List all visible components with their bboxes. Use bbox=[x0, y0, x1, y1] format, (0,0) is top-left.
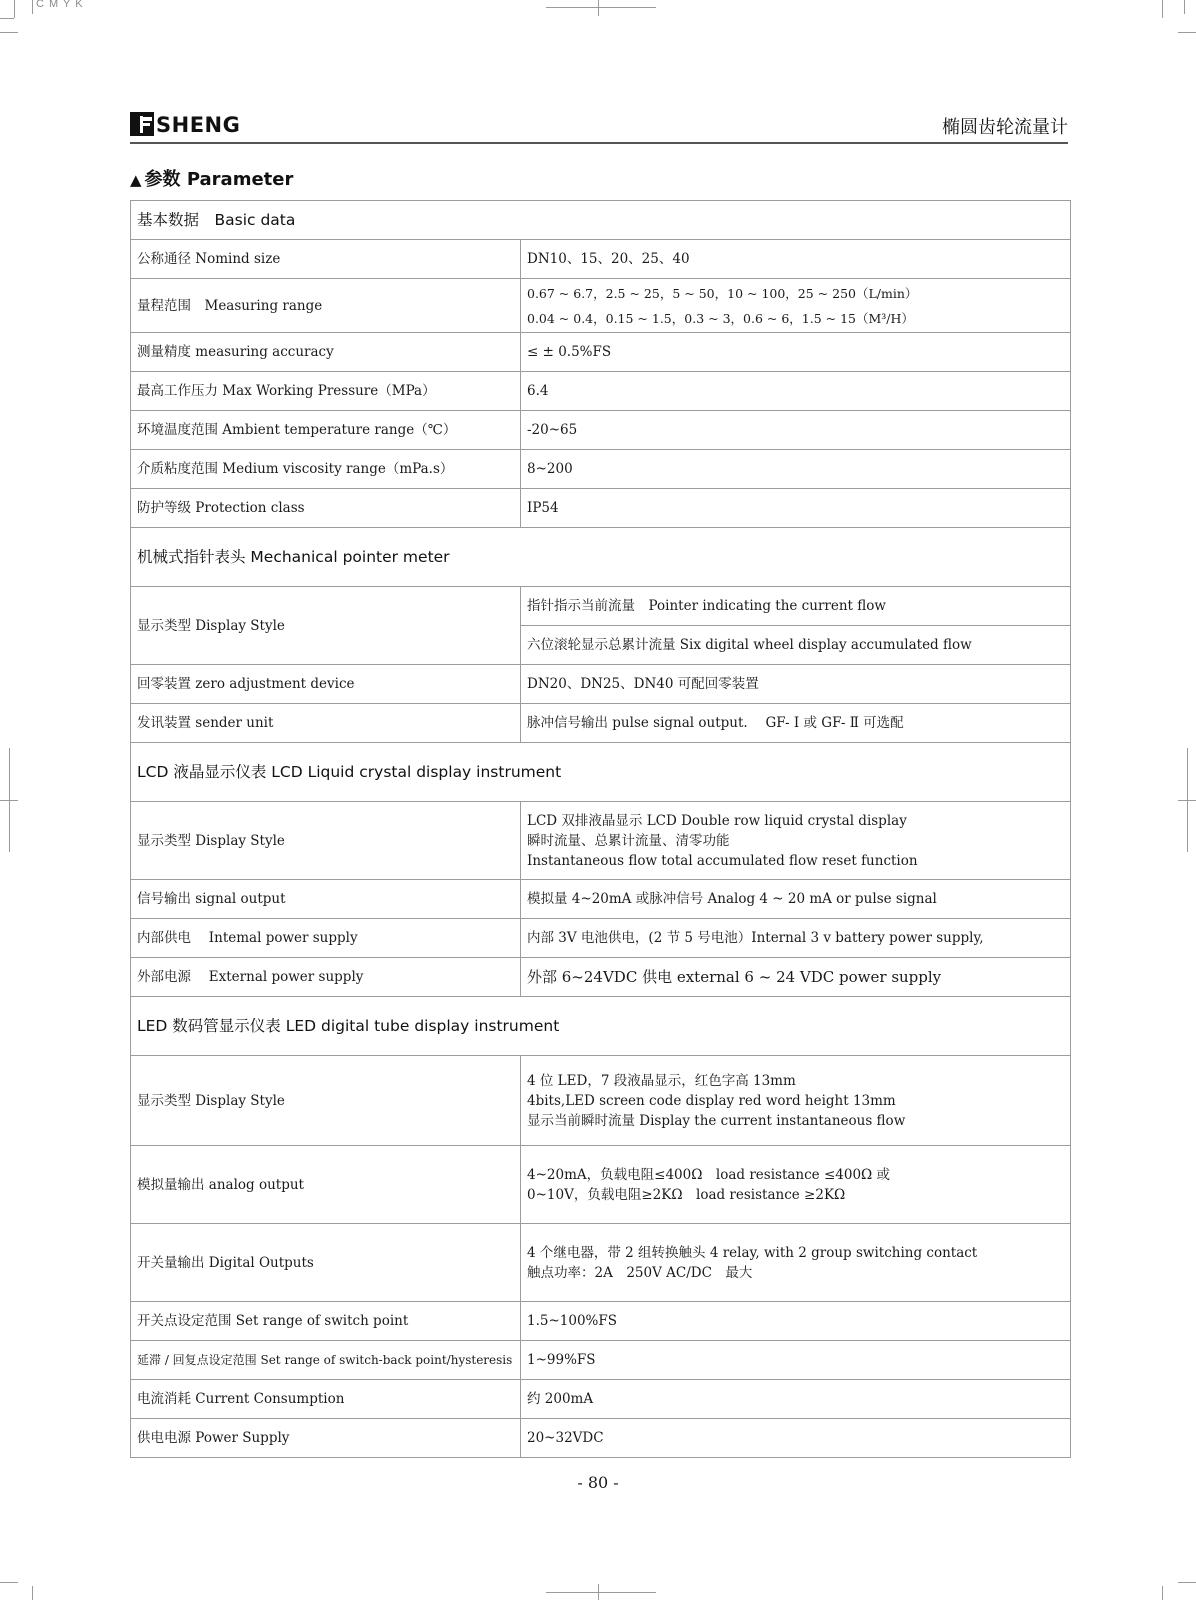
value-line: 显示当前瞬时流量 Display the current instantaneous flow bbox=[527, 1112, 906, 1129]
table-row bbox=[131, 372, 1071, 411]
crop-mark bbox=[14, 0, 15, 18]
parameter-table bbox=[130, 200, 1071, 1458]
table-row bbox=[131, 1056, 1071, 1146]
value-line: 4~20mA，负载电阻≤400Ω load resistance ≤400Ω 或 bbox=[527, 1166, 891, 1183]
table-row bbox=[131, 411, 1071, 450]
row-value: ≤ ± 0.5%FS bbox=[521, 333, 1071, 372]
row-value: DN10、15、20、25、40 bbox=[521, 240, 1071, 279]
row-value bbox=[521, 279, 1071, 333]
row-label: 内部供电 Intemal power supply bbox=[131, 919, 521, 958]
triangle-bullet-icon: ▲ bbox=[130, 171, 142, 189]
crop-mark bbox=[9, 748, 10, 852]
table-row bbox=[131, 1146, 1071, 1224]
table-row bbox=[131, 587, 1071, 626]
table-row bbox=[131, 1341, 1071, 1380]
table-row bbox=[131, 240, 1071, 279]
row-label: 量程范围 Measuring range bbox=[131, 279, 521, 333]
section-title-text: 参数 Parameter bbox=[144, 169, 294, 190]
group-mechanical-pointer-meter: 机械式指针表头 Mechanical pointer meter bbox=[131, 528, 1071, 587]
group-header-row bbox=[131, 528, 1071, 587]
row-value bbox=[521, 802, 1071, 880]
row-value: -20~65 bbox=[521, 411, 1071, 450]
row-label: 开关量输出 Digital Outputs bbox=[131, 1224, 521, 1302]
logo-f-icon bbox=[130, 112, 154, 136]
row-value: DN20、DN25、DN40 可配回零装置 bbox=[521, 665, 1071, 704]
row-value: IP54 bbox=[521, 489, 1071, 528]
logo-text: SHENG bbox=[156, 113, 241, 137]
table-row bbox=[131, 1302, 1071, 1341]
row-value: 8~200 bbox=[521, 450, 1071, 489]
row-label: 防护等级 Protection class bbox=[131, 489, 521, 528]
row-label: 电流消耗 Current Consumption bbox=[131, 1380, 521, 1419]
crop-mark bbox=[1162, 0, 1163, 18]
page-header bbox=[130, 110, 1068, 144]
row-value: 外部 6~24VDC 供电 external 6 ~ 24 VDC power supply bbox=[521, 958, 1071, 997]
table-row bbox=[131, 704, 1071, 743]
value-line: 触点功率：2A 250V AC/DC 最大 bbox=[527, 1264, 753, 1281]
row-label: 测量精度 measuring accuracy bbox=[131, 333, 521, 372]
value-line: 瞬时流量、总累计流量、清零功能 bbox=[527, 832, 730, 849]
table-row bbox=[131, 665, 1071, 704]
crop-mark bbox=[1187, 748, 1188, 852]
group-header-row bbox=[131, 743, 1071, 802]
crop-mark bbox=[546, 1592, 656, 1593]
row-label: 供电电源 Power Supply bbox=[131, 1419, 521, 1458]
crop-mark bbox=[598, 1584, 599, 1600]
value-line: 4bits,LED screen code display red word height 13mm bbox=[527, 1092, 896, 1109]
value-line: 4 位 LED，7 段液晶显示，红色字高 13mm bbox=[527, 1072, 796, 1089]
group-led-tube-display-instrument: LED 数码管显示仪表 LED digital tube display instrument bbox=[131, 997, 1071, 1056]
group-header-row bbox=[131, 997, 1071, 1056]
crop-mark bbox=[0, 32, 18, 33]
table-row bbox=[131, 919, 1071, 958]
table-row bbox=[131, 1224, 1071, 1302]
table-row bbox=[131, 958, 1071, 997]
row-label: 公称通径 Nomind size bbox=[131, 240, 521, 279]
row-label: 回零装置 zero adjustment device bbox=[131, 665, 521, 704]
row-label: 模拟量输出 analog output bbox=[131, 1146, 521, 1224]
row-value: 内部 3V 电池供电，(2 节 5 号电池）Internal 3 v battery power supply, bbox=[521, 919, 1071, 958]
row-label: 环境温度范围 Ambient temperature range（℃） bbox=[131, 411, 521, 450]
table-row bbox=[131, 1380, 1071, 1419]
table-row bbox=[131, 333, 1071, 372]
group-basic-data: 基本数据 Basic data bbox=[131, 201, 1071, 240]
row-value: 六位滚轮显示总累计流量 Six digital wheel display accumulated flow bbox=[521, 626, 1071, 665]
row-value: 1.5~100%FS bbox=[521, 1302, 1071, 1341]
row-label: 显示类型 Display Style bbox=[131, 802, 521, 880]
row-value: 脉冲信号输出 pulse signal output. GF- Ⅰ 或 GF- Ⅱ 可选配 bbox=[521, 704, 1071, 743]
value-line: Instantaneous flow total accumulated flow reset function bbox=[527, 852, 918, 869]
crop-mark bbox=[1178, 32, 1196, 33]
group-lcd-display-instrument: LCD 液晶显示仪表 LCD Liquid crystal display instrument bbox=[131, 743, 1071, 802]
table-row bbox=[131, 802, 1071, 880]
value-line: 0.67 ~ 6.7，2.5 ~ 25，5 ~ 50，10 ~ 100，25 ~ 250（L/min） bbox=[527, 285, 918, 301]
row-value: 指针指示当前流量 Pointer indicating the current flow bbox=[521, 587, 1071, 626]
crop-mark bbox=[32, 0, 33, 14]
section-title bbox=[130, 165, 293, 191]
table-row bbox=[131, 1419, 1071, 1458]
row-label: 外部电源 External power supply bbox=[131, 958, 521, 997]
document-title: 椭圆齿轮流量计 bbox=[942, 117, 1068, 138]
page-number: - 80 - bbox=[577, 1473, 619, 1492]
row-value: 6.4 bbox=[521, 372, 1071, 411]
crop-mark bbox=[0, 18, 14, 19]
row-label: 介质粘度范围 Medium viscosity range（mPa.s） bbox=[131, 450, 521, 489]
row-value bbox=[521, 1224, 1071, 1302]
value-line: LCD 双排液晶显示 LCD Double row liquid crystal display bbox=[527, 812, 907, 829]
table-row bbox=[131, 489, 1071, 528]
crop-mark bbox=[1184, 0, 1185, 14]
crop-mark bbox=[1162, 1586, 1163, 1600]
row-label: 显示类型 Display Style bbox=[131, 587, 521, 665]
value-line: 0~10V，负载电阻≥2KΩ load resistance ≥2KΩ bbox=[527, 1186, 846, 1203]
value-line: 4 个继电器，带 2 组转换触头 4 relay, with 2 group switching contact bbox=[527, 1244, 978, 1261]
table-row bbox=[131, 880, 1071, 919]
group-header-row bbox=[131, 201, 1071, 240]
row-label: 延滞 / 回复点设定范围 Set range of switch-back point/hysteresis bbox=[131, 1341, 521, 1380]
crop-mark bbox=[0, 1582, 18, 1583]
crop-mark bbox=[32, 1586, 33, 1600]
table-row bbox=[131, 450, 1071, 489]
cmyk-print-mark: C M Y K bbox=[36, 0, 84, 10]
company-logo bbox=[130, 110, 240, 136]
row-label: 信号输出 signal output bbox=[131, 880, 521, 919]
crop-mark bbox=[546, 7, 656, 8]
row-value: 模拟量 4~20mA 或脉冲信号 Analog 4 ~ 20 mA or pulse signal bbox=[521, 880, 1071, 919]
crop-mark bbox=[1178, 1582, 1196, 1583]
row-label: 发讯装置 sender unit bbox=[131, 704, 521, 743]
row-label: 开关点设定范围 Set range of switch point bbox=[131, 1302, 521, 1341]
row-value: 1~99%FS bbox=[521, 1341, 1071, 1380]
table-row bbox=[131, 279, 1071, 333]
row-label: 最高工作压力 Max Working Pressure（MPa） bbox=[131, 372, 521, 411]
value-line: 0.04 ~ 0.4，0.15 ~ 1.5，0.3 ~ 3，0.6 ~ 6，1.5 ~ 15（M³/H） bbox=[527, 310, 914, 326]
row-label: 显示类型 Display Style bbox=[131, 1056, 521, 1146]
row-value: 约 200mA bbox=[521, 1380, 1071, 1419]
crop-mark bbox=[598, 0, 599, 16]
row-value bbox=[521, 1056, 1071, 1146]
row-value bbox=[521, 1146, 1071, 1224]
row-value: 20~32VDC bbox=[521, 1419, 1071, 1458]
